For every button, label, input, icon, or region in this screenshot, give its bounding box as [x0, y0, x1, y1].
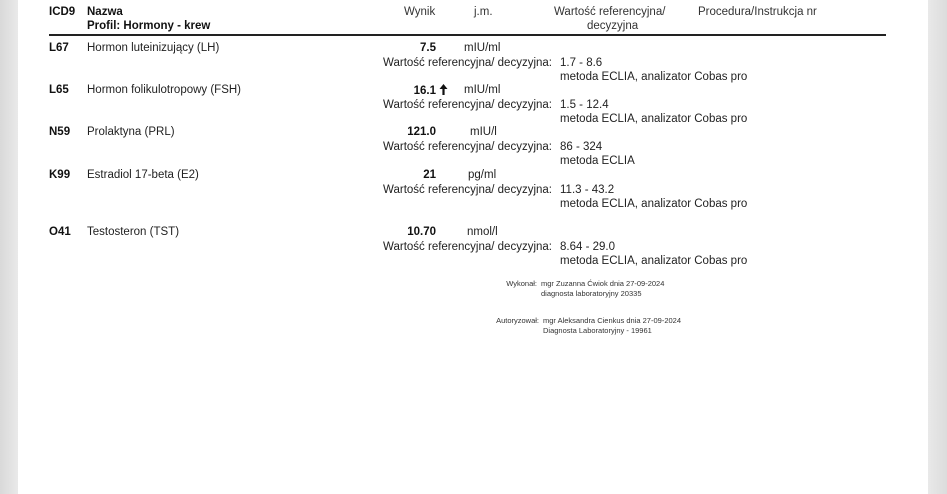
test-name: Hormon folikulotropowy (FSH) — [87, 84, 242, 96]
authorized-by-title: Diagnosta Laboratoryjny - 19961 — [543, 326, 652, 335]
test-result: 7.5 — [420, 42, 436, 54]
ref-range: 86 - 324 — [560, 141, 603, 153]
col-header-code: ICD9 — [49, 6, 76, 18]
test-result: 10.70 — [407, 226, 436, 238]
col-header-unit: j.m. — [474, 6, 493, 18]
performed-by-name: mgr Zuzanna Ćwiok dnia 27-09-2024 — [541, 279, 665, 288]
test-unit: nmol/l — [467, 226, 498, 238]
test-code: L67 — [49, 42, 69, 54]
up-arrow-icon — [439, 84, 448, 95]
ref-label: Wartość referencyjna/ decyzyjna: — [383, 99, 552, 111]
test-code: K99 — [49, 169, 71, 181]
authorized-by-name: mgr Aleksandra Cienkus dnia 27-09-2024 — [543, 316, 681, 325]
test-name: Prolaktyna (PRL) — [87, 126, 175, 138]
col-header-ref-line1: Wartość referencyjna/ — [554, 6, 666, 18]
test-unit: mIU/ml — [464, 84, 501, 96]
test-unit: pg/ml — [468, 169, 497, 181]
col-header-name: Nazwa — [87, 6, 123, 18]
ref-range: 1.5 - 12.4 — [560, 99, 609, 111]
test-method: metoda ECLIA, analizator Cobas pro — [560, 71, 748, 83]
ref-label: Wartość referencyjna/ decyzyjna: — [383, 241, 552, 253]
page-edge-left — [0, 0, 18, 494]
test-name: Estradiol 17-beta (E2) — [87, 169, 199, 181]
test-method: metoda ECLIA, analizator Cobas pro — [560, 198, 748, 210]
performed-by-title: diagnosta laboratoryjny 20335 — [541, 289, 642, 298]
header-divider — [49, 34, 886, 36]
test-unit: mIU/l — [470, 126, 497, 138]
test-code: N59 — [49, 126, 71, 138]
ref-range: 8.64 - 29.0 — [560, 241, 615, 253]
col-header-ref-line2: decyzyjna — [587, 20, 639, 32]
col-header-procedure: Procedura/Instrukcja nr — [698, 6, 817, 18]
test-result: 21 — [423, 169, 436, 181]
test-name: Testosteron (TST) — [87, 226, 180, 238]
ref-range: 1.7 - 8.6 — [560, 57, 603, 69]
col-header-result: Wynik — [404, 6, 436, 18]
test-method: metoda ECLIA — [560, 155, 635, 167]
test-method: metoda ECLIA, analizator Cobas pro — [560, 113, 748, 125]
ref-label: Wartość referencyjna/ decyzyjna: — [383, 57, 552, 69]
test-result: 16.1 — [388, 84, 448, 97]
performed-by-label: Wykonał: — [506, 279, 537, 288]
authorized-by-label: Autoryzował: — [496, 316, 539, 325]
profile-title: Profil: Hormony - krew — [87, 20, 211, 32]
page-edge-right — [928, 0, 947, 494]
ref-label: Wartość referencyjna/ decyzyjna: — [383, 184, 552, 196]
test-unit: mIU/ml — [464, 42, 501, 54]
test-code: L65 — [49, 84, 69, 96]
test-method: metoda ECLIA, analizator Cobas pro — [560, 255, 748, 267]
test-code: O41 — [49, 226, 71, 238]
ref-range: 11.3 - 43.2 — [560, 184, 615, 196]
test-name: Hormon luteinizujący (LH) — [87, 42, 220, 54]
ref-label: Wartość referencyjna/ decyzyjna: — [383, 141, 552, 153]
test-result: 121.0 — [407, 126, 436, 138]
